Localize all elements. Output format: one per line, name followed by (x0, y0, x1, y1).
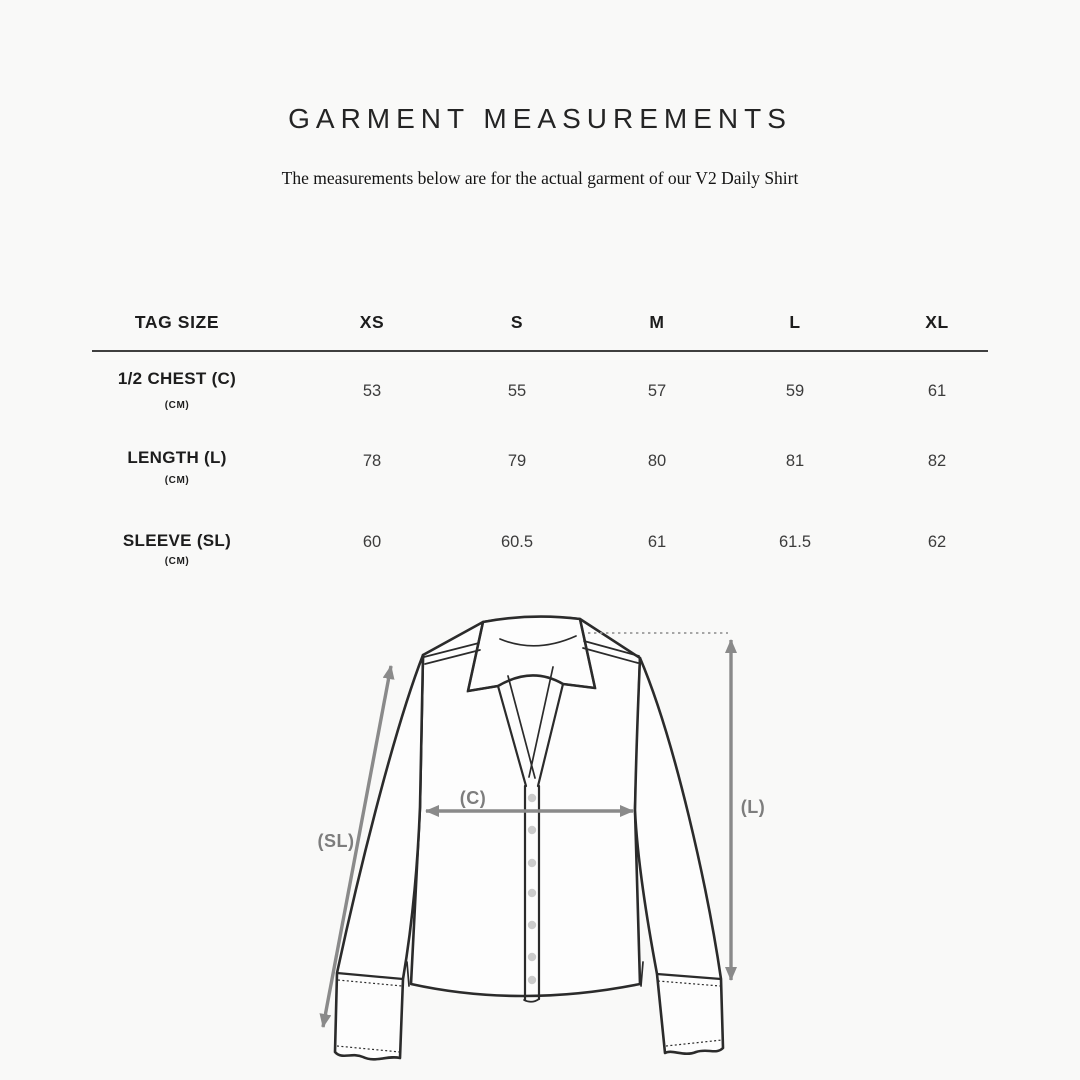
page-subtitle: The measurements below are for the actual garment of our V2 Daily Shirt (281, 168, 799, 188)
cell-value: 78 (362, 452, 382, 470)
table-header-size-xs: XS (359, 312, 385, 332)
cell-value: 61 (927, 382, 947, 400)
table-header-size-l: L (789, 312, 801, 332)
row-label: 1/2 CHEST (C) (117, 369, 237, 388)
table-header-tagsize: TAG SIZE (134, 312, 220, 332)
placket-bottom (524, 999, 539, 1002)
cell-value: 80 (647, 452, 667, 470)
cell-value: 61.5 (778, 533, 812, 551)
shirt-diagram (280, 600, 800, 1080)
cell-value: 62 (927, 533, 947, 551)
row-label: LENGTH (L) (127, 448, 227, 467)
cell-value: 60.5 (500, 533, 534, 551)
shirt-outline (335, 617, 723, 1059)
row-label: SLEEVE (SL) (122, 531, 232, 550)
cell-value: 79 (507, 452, 527, 470)
page-title: GARMENT MEASUREMENTS (288, 103, 792, 134)
cell-value: 53 (362, 382, 382, 400)
row-unit: (CM) (164, 556, 190, 567)
table-header-size-m: M (649, 312, 665, 332)
row-unit: (CM) (164, 400, 190, 411)
shirt-right-sleeve (635, 658, 723, 1054)
cell-value: 59 (785, 382, 805, 400)
cell-value: 81 (785, 452, 805, 470)
row-unit: (CM) (164, 475, 190, 486)
sleeve-label: (SL) (317, 831, 355, 851)
cell-value: 82 (927, 452, 947, 470)
table-header-size-xl: XL (925, 312, 949, 332)
table-header-size-s: S (510, 312, 524, 332)
cell-value: 60 (362, 533, 382, 551)
cell-value: 55 (507, 382, 527, 400)
table-divider (92, 350, 988, 352)
shirt-left-sleeve (335, 655, 423, 1059)
chest-label: (C) (459, 788, 487, 808)
cell-value: 61 (647, 533, 667, 551)
length-label: (L) (740, 797, 766, 817)
cell-value: 57 (647, 382, 667, 400)
